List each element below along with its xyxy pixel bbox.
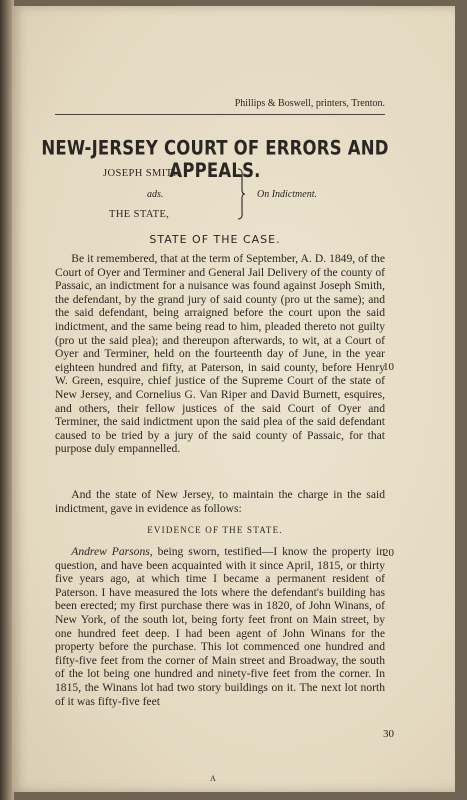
witness-name: Andrew Parsons, bbox=[71, 545, 153, 558]
line-number: 10 bbox=[383, 361, 394, 373]
line-number: 30 bbox=[383, 728, 394, 740]
case-brace bbox=[237, 168, 245, 220]
signature-mark: A bbox=[210, 774, 216, 783]
header-rule bbox=[55, 114, 385, 115]
case-proceeding: On Indictment. bbox=[257, 189, 317, 200]
line-number: 20 bbox=[383, 547, 394, 559]
case-paragraph-2: And the state of New Jersey, to maintain the charge in the said indictment, gave in evidence as follows: bbox=[55, 488, 385, 515]
case-plaintiff: JOSEPH SMITH bbox=[103, 168, 181, 179]
section-heading: STATE OF THE CASE. bbox=[149, 233, 281, 246]
testimony-paragraph bbox=[55, 545, 385, 708]
printer-imprint: Phillips & Boswell, printers, Trenton. bbox=[234, 98, 385, 109]
evidence-heading: EVIDENCE OF THE STATE. bbox=[147, 525, 283, 535]
page-title: NEW-JERSEY COURT OF ERRORS AND APPEALS. bbox=[41, 137, 389, 182]
case-defendant: THE STATE, bbox=[109, 209, 170, 220]
case-paragraph-1: Be it remembered, that at the term of September, A. D. 1849, of the Court of Oyer and Terminer and General Jail Delivery of the county of Passaic, an indictment for a nuisance was found against Joseph Smith, the defendant, by the grand jury of said county (pro ut the same); and the said defendant, being arraigned before the court upon the said indictment, and the same being read to him, pleaded thereto not guilty (pro ut the said plea); and thereupon afterwards, to wit, at a Court of Oyer and Terminer, held on the fourteenth day of June, in the year eighteen hundred and fifty, at Paterson, in said county, before Henry W. Green, esquire, chief justice of the Supreme Court of the state of New Jersey, and Cornelius G. Van Riper and David Burnett, esquires, and others, their fellow justices of the said Court of Oyer and Terminer, the said indictment upon the said plea of the said defendant caused to be tried by a jury of the said county of Passaic, for that purpose duly empannelled. bbox=[55, 252, 385, 456]
testimony-text: being sworn, testified—I know the property in question, and have been acquainted with it since April, 1815, or thirty five years ago, at which time I became a permanent resident of Paterson. I have measured the lots where the defendant's building has been erected; my first purchase there was in 1820, of John Winans, of New York, of the south lot, being forty feet front on Main street, by one hundred feet deep. I had been agent of John Winans for the property before the purchase. This lot commenced one hundred and fifty-five feet from the corner of Main street and Broadway, the south of the lot being one hundred and ninety-five feet from the corner. In 1815, the Winans lot had two story buildings on it. The next lot north of it was fifty-five feet bbox=[55, 545, 385, 708]
case-versus: ads. bbox=[147, 189, 164, 200]
